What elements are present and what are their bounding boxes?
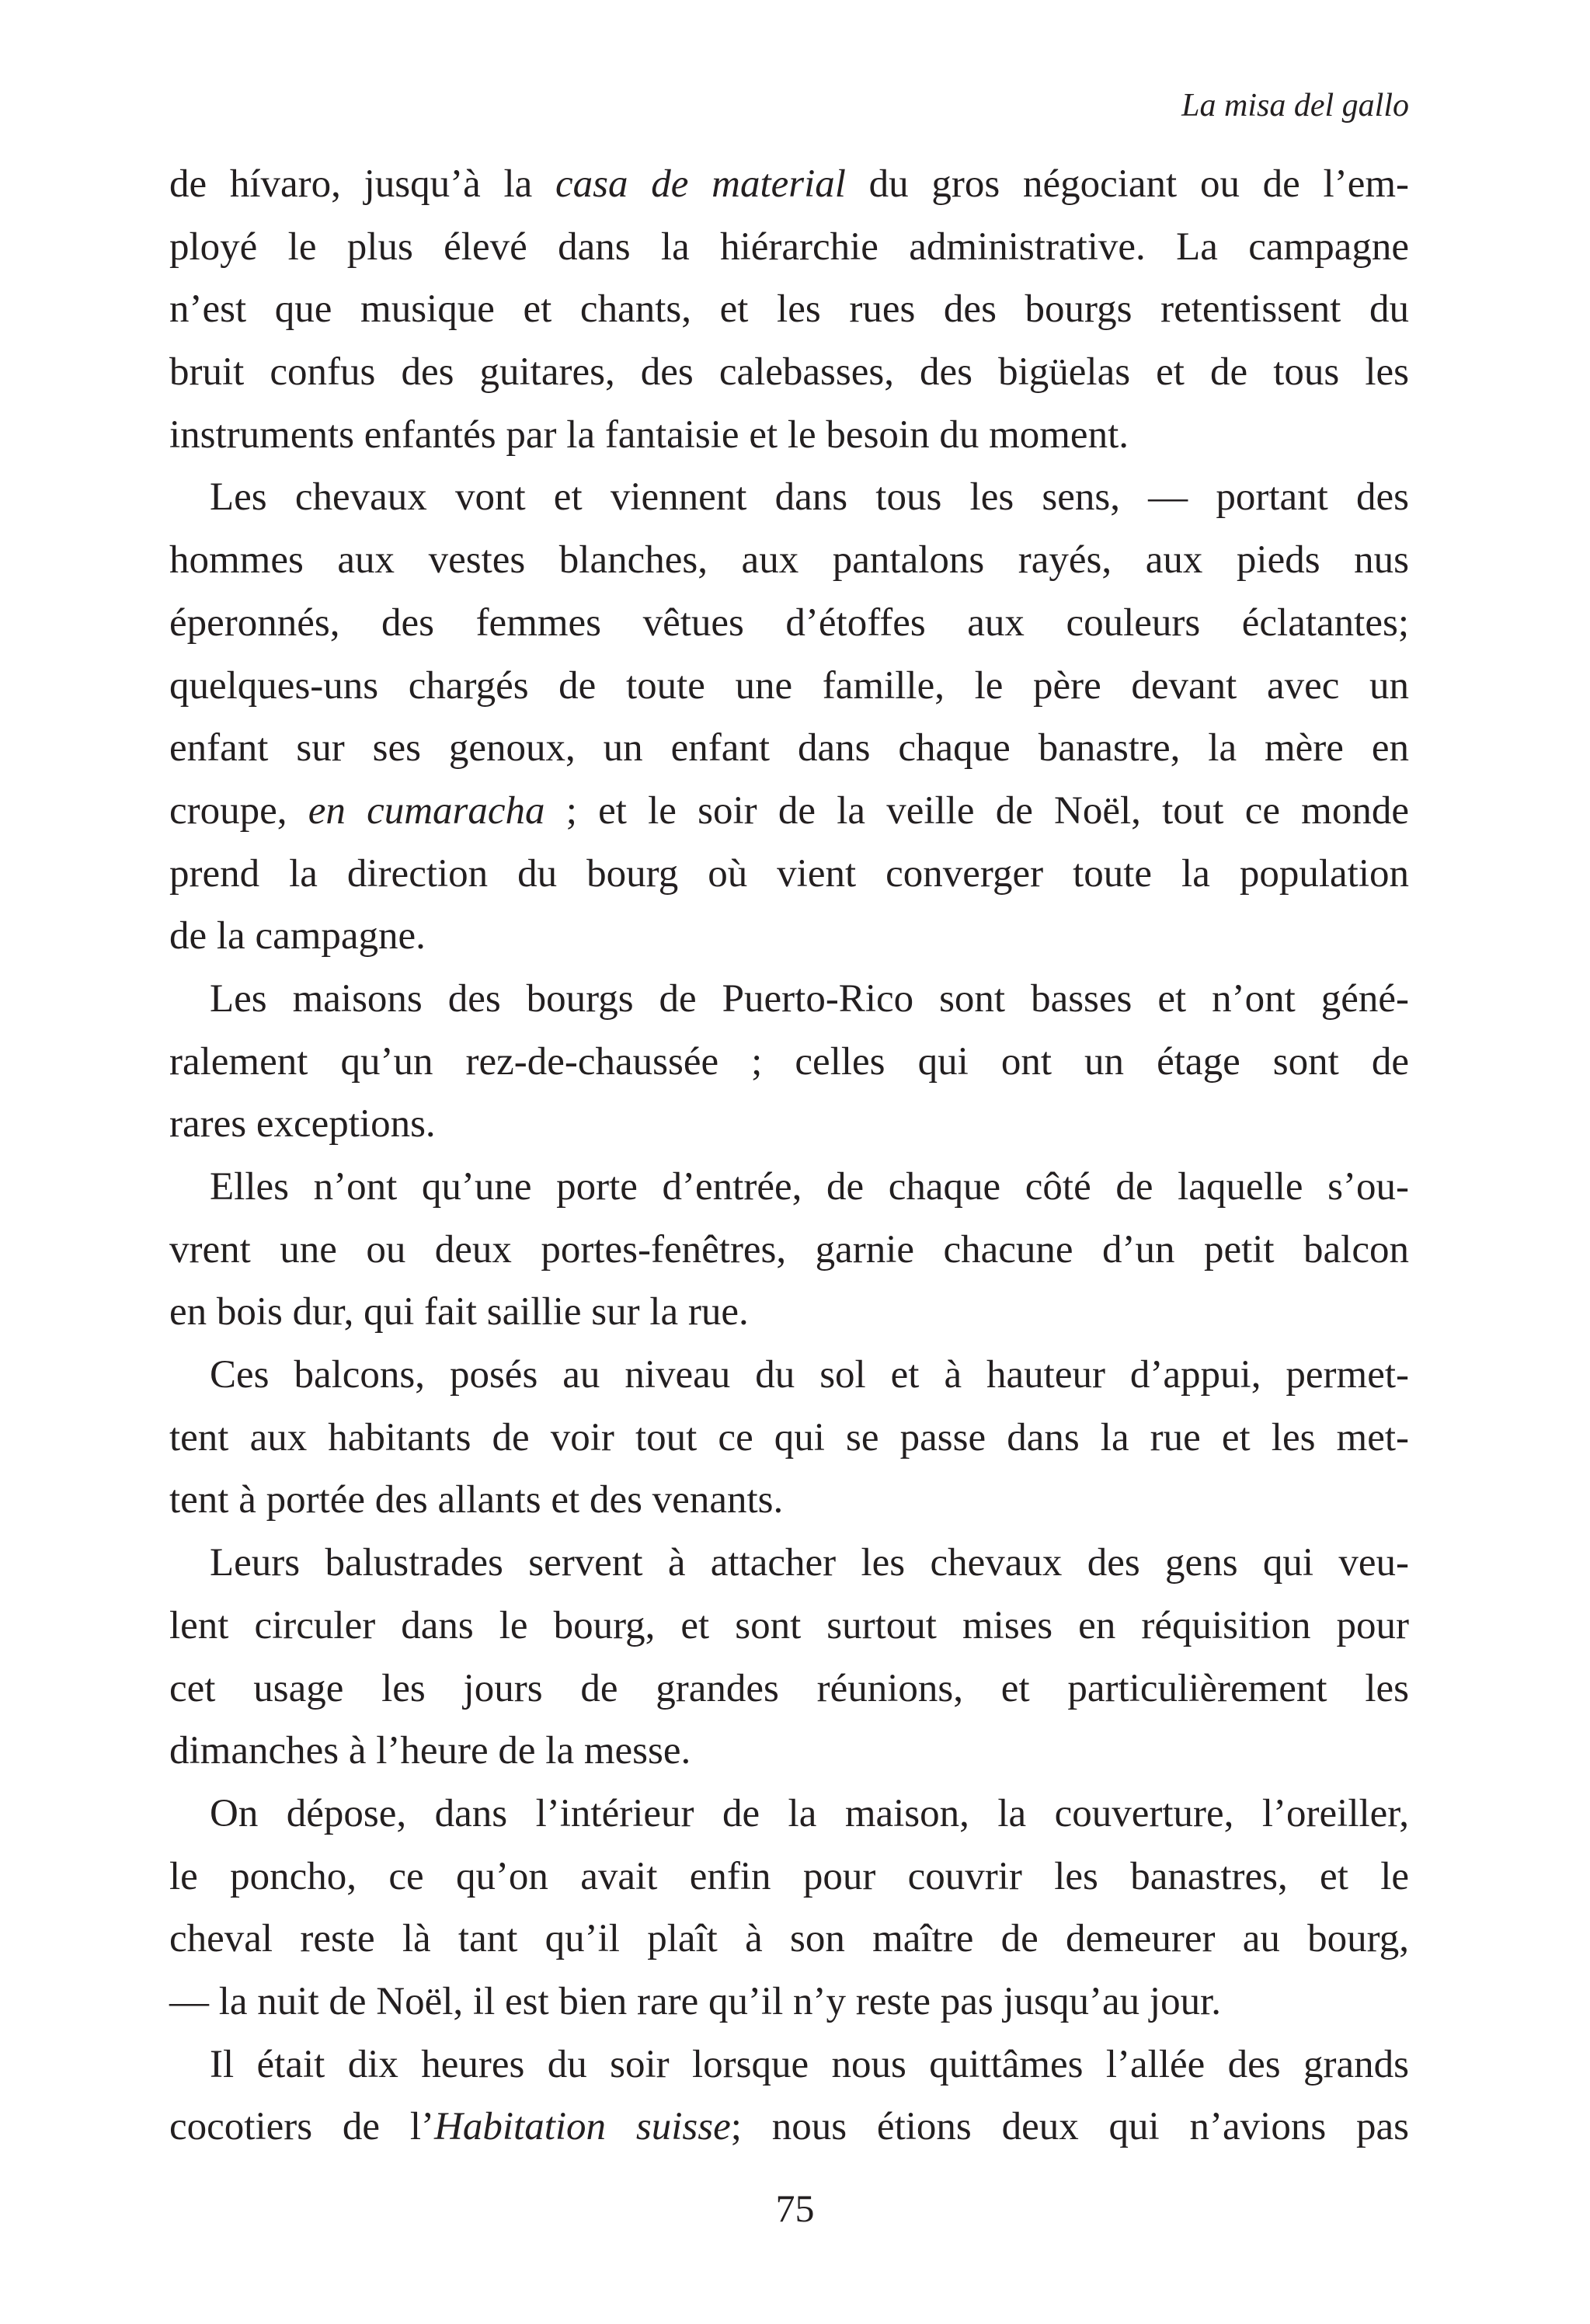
text-segment: — la nuit de Noël, il est bien rare qu’il n’y reste pas jusqu’au jour. [169,1979,1221,2023]
body-text [169,153,1409,2159]
text-segment: cheval reste là tant qu’il plaît à son maître de demeurer au bourg, [169,1917,1409,1961]
text-segment: de la campagne. [169,914,426,958]
text-segment: tent aux habitants de voir tout ce qui se passe dans la rue et les met- [169,1415,1409,1459]
text-line [169,1344,1409,1407]
running-head: La misa del gallo [1181,88,1409,124]
text-segment: ralement qu’un rez-de-chaussée ; celles qui ont un étage sont de [169,1039,1409,1084]
text-segment: n’est que musique et chants, et les rues des bourgs retentissent du [169,287,1409,332]
text-segment: le poncho, ce qu’on avait enfin pour couvrir les banastres, et le [169,1854,1409,1898]
text-segment: Elles n’ont qu’une porte d’entrée, de chaque côté de laquelle s’ou- [210,1165,1409,1209]
text-segment: prend la direction du bourg où vient converger toute la population [169,851,1409,896]
text-line [169,843,1409,906]
text-line [169,1658,1409,1720]
text-line [169,655,1409,718]
text-segment: éperonnés, des femmes vêtues d’étoffes aux couleurs éclatantes; [169,600,1409,645]
text-line [169,2034,1409,2096]
text-line [169,1093,1409,1156]
text-line [169,153,1409,216]
text-line [169,1908,1409,1971]
text-line [169,1156,1409,1219]
text-line [169,404,1409,467]
text-segment: cet usage les jours de grandes réunions, et particulièrement les [169,1666,1409,1710]
text-segment: Ces balcons, posés au niveau du sol et à hauteur d’appui, permet- [210,1353,1409,1397]
italic-text: en cumaracha [308,788,545,833]
text-line [169,592,1409,655]
text-line [169,1595,1409,1658]
text-line [169,1846,1409,1908]
text-segment: hommes aux vestes blanches, aux pantalons rayés, aux pieds nus [169,538,1409,583]
text-segment: ployé le plus élevé dans la hiérarchie administrative. La campagne [169,224,1409,269]
text-segment: croupe, [169,788,308,833]
text-line [169,216,1409,279]
text-line [169,968,1409,1031]
text-segment: rares exceptions. [169,1102,436,1146]
text-line [169,2096,1409,2159]
text-segment: dimanches à l’heure de la messe. [169,1729,691,1773]
text-segment: Les maisons des bourgs de Puerto-Rico sont basses et n’ont géné- [210,976,1409,1021]
italic-text: Habitation suisse [434,2105,731,2149]
text-line [169,1532,1409,1595]
text-segment: Les chevaux vont et viennent dans tous les sens, — portant des [210,475,1409,520]
italic-text: casa de material [555,162,846,206]
text-line [169,278,1409,341]
text-line [169,529,1409,592]
text-segment: ; nous étions deux qui n’avions pas [730,2105,1410,2149]
text-line [169,341,1409,404]
text-line [169,780,1409,843]
page-number: 75 [775,2187,815,2230]
text-line [169,1469,1409,1532]
text-line [169,1031,1409,1094]
text-segment: instruments enfantés par la fantaisie et le besoin du moment. [169,412,1129,457]
text-segment: vrent une ou deux portes-fenêtres, garnie chacune d’un petit balcon [169,1227,1409,1272]
text-segment: bruit confus des guitares, des calebasses, des bigüelas et de tous les [169,350,1409,395]
text-line [169,905,1409,968]
text-segment: quelques-uns chargés de toute une famille, le père devant avec un [169,663,1409,708]
text-line [169,717,1409,780]
text-segment: cocotiers de l’ [169,2105,435,2149]
text-segment: enfant sur ses genoux, un enfant dans chaque banastre, la mère en [169,726,1409,771]
text-segment: Leurs balustrades servent à attacher les chevaux des gens qui veu- [210,1541,1409,1585]
text-line [169,1783,1409,1846]
text-line [169,1281,1409,1344]
text-segment: de hívaro, jusqu’à la [169,162,556,206]
text-segment: du gros négociant ou de l’em- [845,162,1409,206]
text-segment: en bois dur, qui fait saillie sur la rue. [169,1290,749,1334]
text-segment: Il était dix heures du soir lorsque nous quittâmes l’allée des grands [210,2042,1409,2086]
text-line [169,1219,1409,1282]
text-segment: On dépose, dans l’intérieur de la maison, la couverture, l’oreiller, [210,1791,1409,1835]
text-line [169,1407,1409,1470]
text-line [169,1720,1409,1783]
text-segment: ; et le soir de la veille de Noël, tout ce monde [544,788,1409,833]
text-segment: lent circuler dans le bourg, et sont surtout mises en réquisition pour [169,1603,1409,1647]
text-line [169,1971,1409,2034]
text-line [169,466,1409,529]
text-segment: tent à portée des allants et des venants. [169,1478,784,1522]
